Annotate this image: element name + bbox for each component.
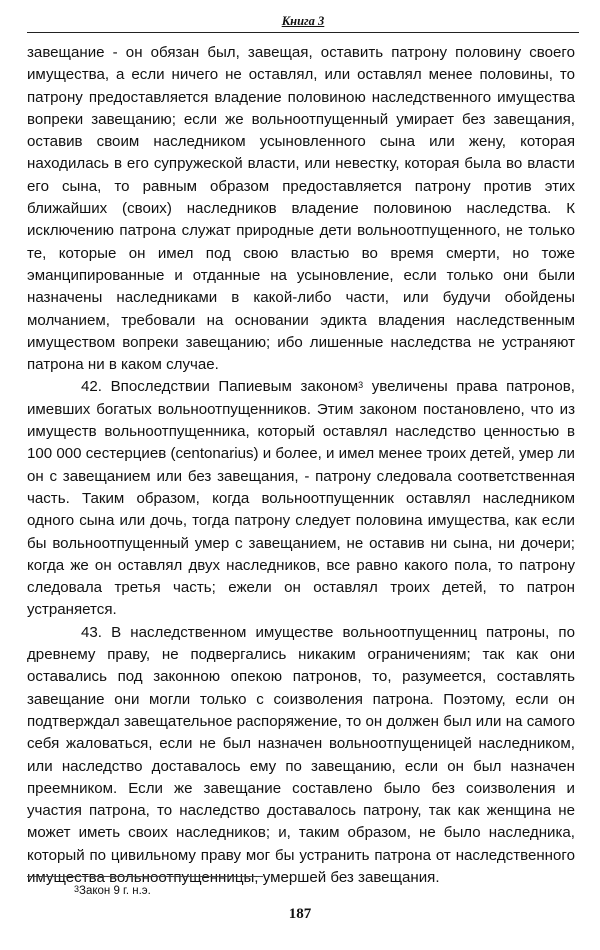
text-line: его сына, то равным образом предоставляется патрону против этих	[27, 177, 575, 195]
text-line: вопреки завещанию; если же вольноотпущенный умирает без завещания,	[27, 110, 575, 128]
text-line: может иметь своих наследников; и, таким образом, не было наследника,	[27, 824, 575, 842]
text-line: молчанием, требовали на основании эдикта владения наследственным	[27, 311, 575, 329]
text-line: он с завещанием или без завещания, - патрону следовала соответственная	[27, 467, 575, 485]
text-line: находилась в его супружеской власти, или невестку, которая была во власти	[27, 155, 575, 173]
section-42-text-end: увеличены права патронов,	[363, 378, 575, 396]
running-header-title: Книга 3	[281, 14, 325, 28]
text-line: оставив своим наследником усыновленного сына или жену, которая	[27, 133, 575, 151]
text-line: те, которые он имел под свою властью во время смерти, но тоже	[27, 244, 575, 262]
text-line: участия патрона, то наследство доставалось патрону, так как женщина не	[27, 802, 575, 820]
running-header	[27, 14, 579, 33]
text-line: завещание - он обязан был, завещая, оставить патрону половину своего	[27, 44, 575, 61]
footnote-marker: 3	[74, 884, 80, 894]
paragraph-section-42	[27, 376, 575, 621]
footnote-reference[interactable]: 3	[358, 380, 364, 391]
text-line: преемником. Если же завещание составлено было без соизволения и	[27, 779, 575, 797]
text-line: часть. Таким образом, когда вольноотпущенник оставлял наследником	[27, 489, 575, 507]
text-line: подтверждал завещательное распоряжение, то он должен был или на самого	[27, 712, 575, 730]
text-line: патрону предоставляется владение половиною наследственного имущества	[27, 88, 575, 106]
text-line: эманципированные и отданные на усыновление, если только они были	[27, 266, 575, 284]
body-text	[27, 42, 575, 889]
paragraph-section-43	[27, 622, 575, 890]
text-line: бы вольноотпущенный умер с завещанием, не оставив ни сына, ни дочери;	[27, 534, 575, 552]
footnote-divider	[27, 876, 263, 877]
text-line: 100 000 сестерциев (centonarius) и более, и имел менее троих детей, умер ли	[27, 445, 575, 463]
text-line: устраняется.	[27, 601, 117, 619]
paragraph-continuation	[27, 42, 575, 376]
footnote-text: Закон 9 г. н.э.	[79, 885, 151, 897]
section-42-text-start: 42. Впоследствии Папиевым законом	[81, 378, 359, 396]
text-line: имуществом вопреки завещанию; ибо лишенные наследства не устраняют	[27, 333, 575, 351]
text-line: себя жаловаться, если не был назначен вольноотпущеницей наследником,	[27, 735, 575, 753]
text-line: имущества вольноотпущенницы, умершей без завещания.	[27, 868, 440, 886]
text-line: имущества, а если ничего не оставлял, или оставлял менее половины, то	[27, 66, 575, 84]
text-line: патрона ни в каком случае.	[27, 356, 219, 374]
section-43-first-line: 43. В наследственном имуществе вольноотпущенниц патроны, по	[81, 623, 575, 641]
text-line: исключению патрона служат природные дети вольноотпущенного, не только	[27, 222, 575, 240]
section-42-first-line	[27, 376, 575, 398]
text-line: оставались под законною опекою патронов, то, разумеется, составлять	[27, 668, 575, 686]
page-number: 187	[288, 906, 312, 922]
text-line: назначены наследниками в какой-либо части, или будучи обойдены	[27, 289, 575, 307]
text-line: который по цивильному праву мог бы устранить патрона от наследственного	[27, 846, 575, 864]
text-line: когда же он оставлял двух наследников, все равно какого пола, то патрону	[27, 556, 575, 574]
text-line: имуществ вольноотпущенника, который оставлял наследство ценностью в	[27, 423, 575, 441]
text-line: имевших богатых вольноотпущенников. Этим законом постановлено, что из	[27, 400, 575, 418]
text-line: или наследство доставалось ему по завещанию, если он был назначен	[27, 757, 575, 775]
text-line: одного сына или дочь, тогда патрону следует половина имущества, как если	[27, 512, 575, 530]
text-line: завещание они могли только с соизволения патрона. Поэтому, если он	[27, 690, 575, 708]
text-line: древнему праву, не подвергались никаким ограничениям; так как они	[27, 646, 575, 664]
footnote	[74, 885, 151, 897]
text-line: следовала третья часть; ежели он оставлял троих детей, то патрон	[27, 579, 575, 597]
text-line: ближайших (своих) наследников владение половиною наследства. К	[27, 200, 575, 218]
